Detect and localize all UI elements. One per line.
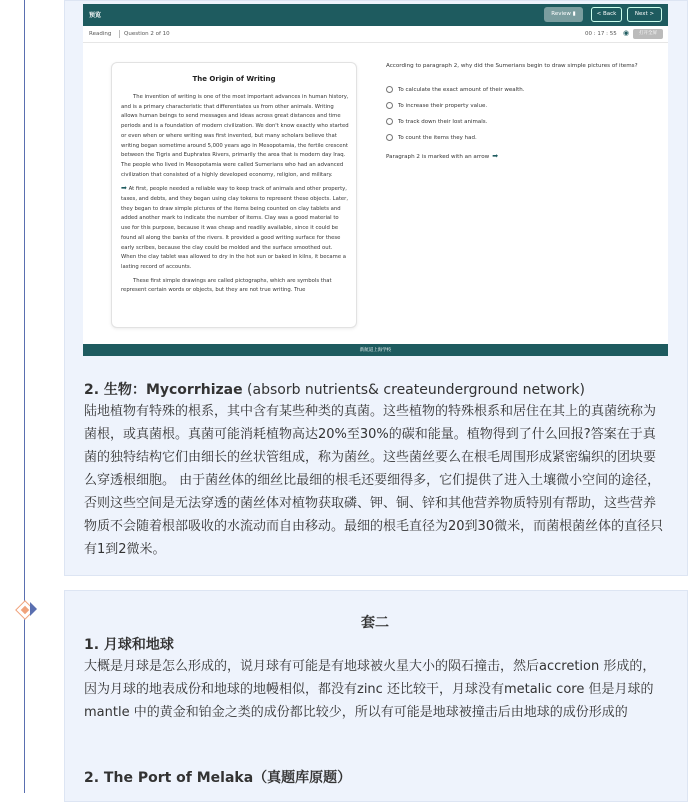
passage-title: The Origin of Writing [192, 75, 276, 83]
section-heading-biology: 2. 生物：Mycorrhizae (absorb nutrients& createunderground network) [84, 382, 585, 398]
answer-option[interactable]: To track down their lost animals. [386, 118, 487, 125]
back-button[interactable]: < Back [591, 7, 622, 22]
footer-text: 新航道上海学校 [359, 348, 392, 353]
passage-body [121, 93, 349, 300]
radio-icon[interactable] [386, 118, 393, 125]
timer: 00 : 17 : 55 [585, 31, 617, 37]
divider [119, 30, 120, 38]
screenshot-subheader [83, 26, 668, 43]
arrow-right-icon: ➡ [121, 184, 127, 193]
section-heading-moon: 1. 月球和地球 [84, 637, 174, 653]
passage-paragraph-1: The invention of writing is one of the most important advances in human history, and is a primary characteristic that differentiates us from other animals. Writing allows human beings to send messages and ideas across great distances and time periods and is a foundation of modern civilization. We don't know exactly who started or even when or where writing was first invented, but many scholars believe that writing began sometime around 5,000 years ago in Mesopotamia, the fertile crescent between the Tigris and Euphrates Rivers, primarily the area that is modern day Iraq. The people who lived in Mesopotamia were called Sumerians who had an advanced civilization that consisted of a highly developed economy, religion, and military. [121, 94, 349, 178]
question-counter: Question 2 of 10 [124, 31, 170, 37]
question-text: According to paragraph 2, why did the Sumerians begin to draw simple pictures of items? [386, 63, 638, 69]
screenshot-title: 预览 [89, 12, 102, 19]
radio-icon[interactable] [386, 102, 393, 109]
next-button[interactable]: Next > [627, 7, 662, 22]
timeline-pointer-icon [30, 602, 37, 616]
paragraph-note: Paragraph 2 is marked with an arrow ➡ [386, 152, 499, 160]
passage-paragraph-2: ➡ At first, people needed a reliable way to keep track of animals and other property, taxes, and debts, and they began using clay tokens to represent these objects. Later, they began to draw simple pictures of the items being counted on clay tablets and added another mark to indicate the number of items. Clay was a good material to use for this purpose, because it was cheap and readily available, since it could be found all along the banks of the rivers. It provided a good writing surface for these early scribes, because the clay could be molded and the surface smoothed out. When the clay tablet was allowed to dry in the hot sun or baked in kilns, it became a lasting record of accounts. [121, 184, 349, 270]
review-button[interactable]: Review ▮ [544, 7, 583, 22]
passage-paragraph-3: These first simple drawings are called pictographs, which are symbols that represent certain words or objects, but they are not true writing. True [121, 277, 332, 294]
section-heading-melaka: 2. The Port of Melaka（真题库原题） [84, 770, 352, 786]
section-body-biology: 陆地植物有特殊的根系，其中含有某些种类的真菌。这些植物的特殊根系和居住在其上的真菌统称为菌根，或真菌根。真菌可能消耗植物高达20%至30%的碳和能量。植物得到了什么回报?答案在于真菌的独特结构它们由细长的丝状管组成，称为菌丝。这些菌丝要么在根毛周围形成紧密编织的团块要么穿透根细胞。 由于菌丝体的细丝比最细的根毛还要细得多，它们提供了进入土壤微小空间的途径，否则这些空间是无法穿透的菌丝体对植物获取磷、钾、铜、锌和其他营养物质特别有帮助，这些营养物质不会随着根部吸收的水流动而自由移动。最细的根毛直径为20到30微米，而菌根菌丝体的直径只有1到2微米。 [84, 404, 664, 557]
screenshot-footer-bar [83, 344, 668, 356]
answer-option[interactable]: To calculate the exact amount of their wealth. [386, 86, 525, 93]
fullscreen-button[interactable]: 打开全屏 [633, 29, 663, 39]
bookmark-icon: ▮ [572, 11, 576, 17]
section-body-moon: 大概是月球是怎么形成的，说月球有可能是有地球被火星大小的陨石撞击，然后accretion 形成的，因为月球的地表成份和地球的地幔相似，都没有zinc 还比较干，月球没有metalic core 但是月球的mantle 中的黄金和铂金之类的成份都比较少，所以有可能是地球被撞击后由地球的成份形成的 [84, 659, 656, 720]
toefl-screenshot [83, 4, 668, 356]
arrow-right-icon: ➡ [492, 152, 499, 160]
eye-icon[interactable]: ◉ [623, 29, 630, 37]
timeline-line [24, 0, 25, 793]
screenshot-header-bar [83, 4, 668, 26]
section-label: Reading [89, 31, 112, 37]
radio-icon[interactable] [386, 134, 393, 141]
set-title: 套二 [361, 615, 389, 631]
answer-option[interactable]: To count the items they had. [386, 134, 477, 141]
answer-option[interactable]: To increase their property value. [386, 102, 487, 109]
passage-panel[interactable] [111, 62, 357, 328]
radio-icon[interactable] [386, 86, 393, 93]
